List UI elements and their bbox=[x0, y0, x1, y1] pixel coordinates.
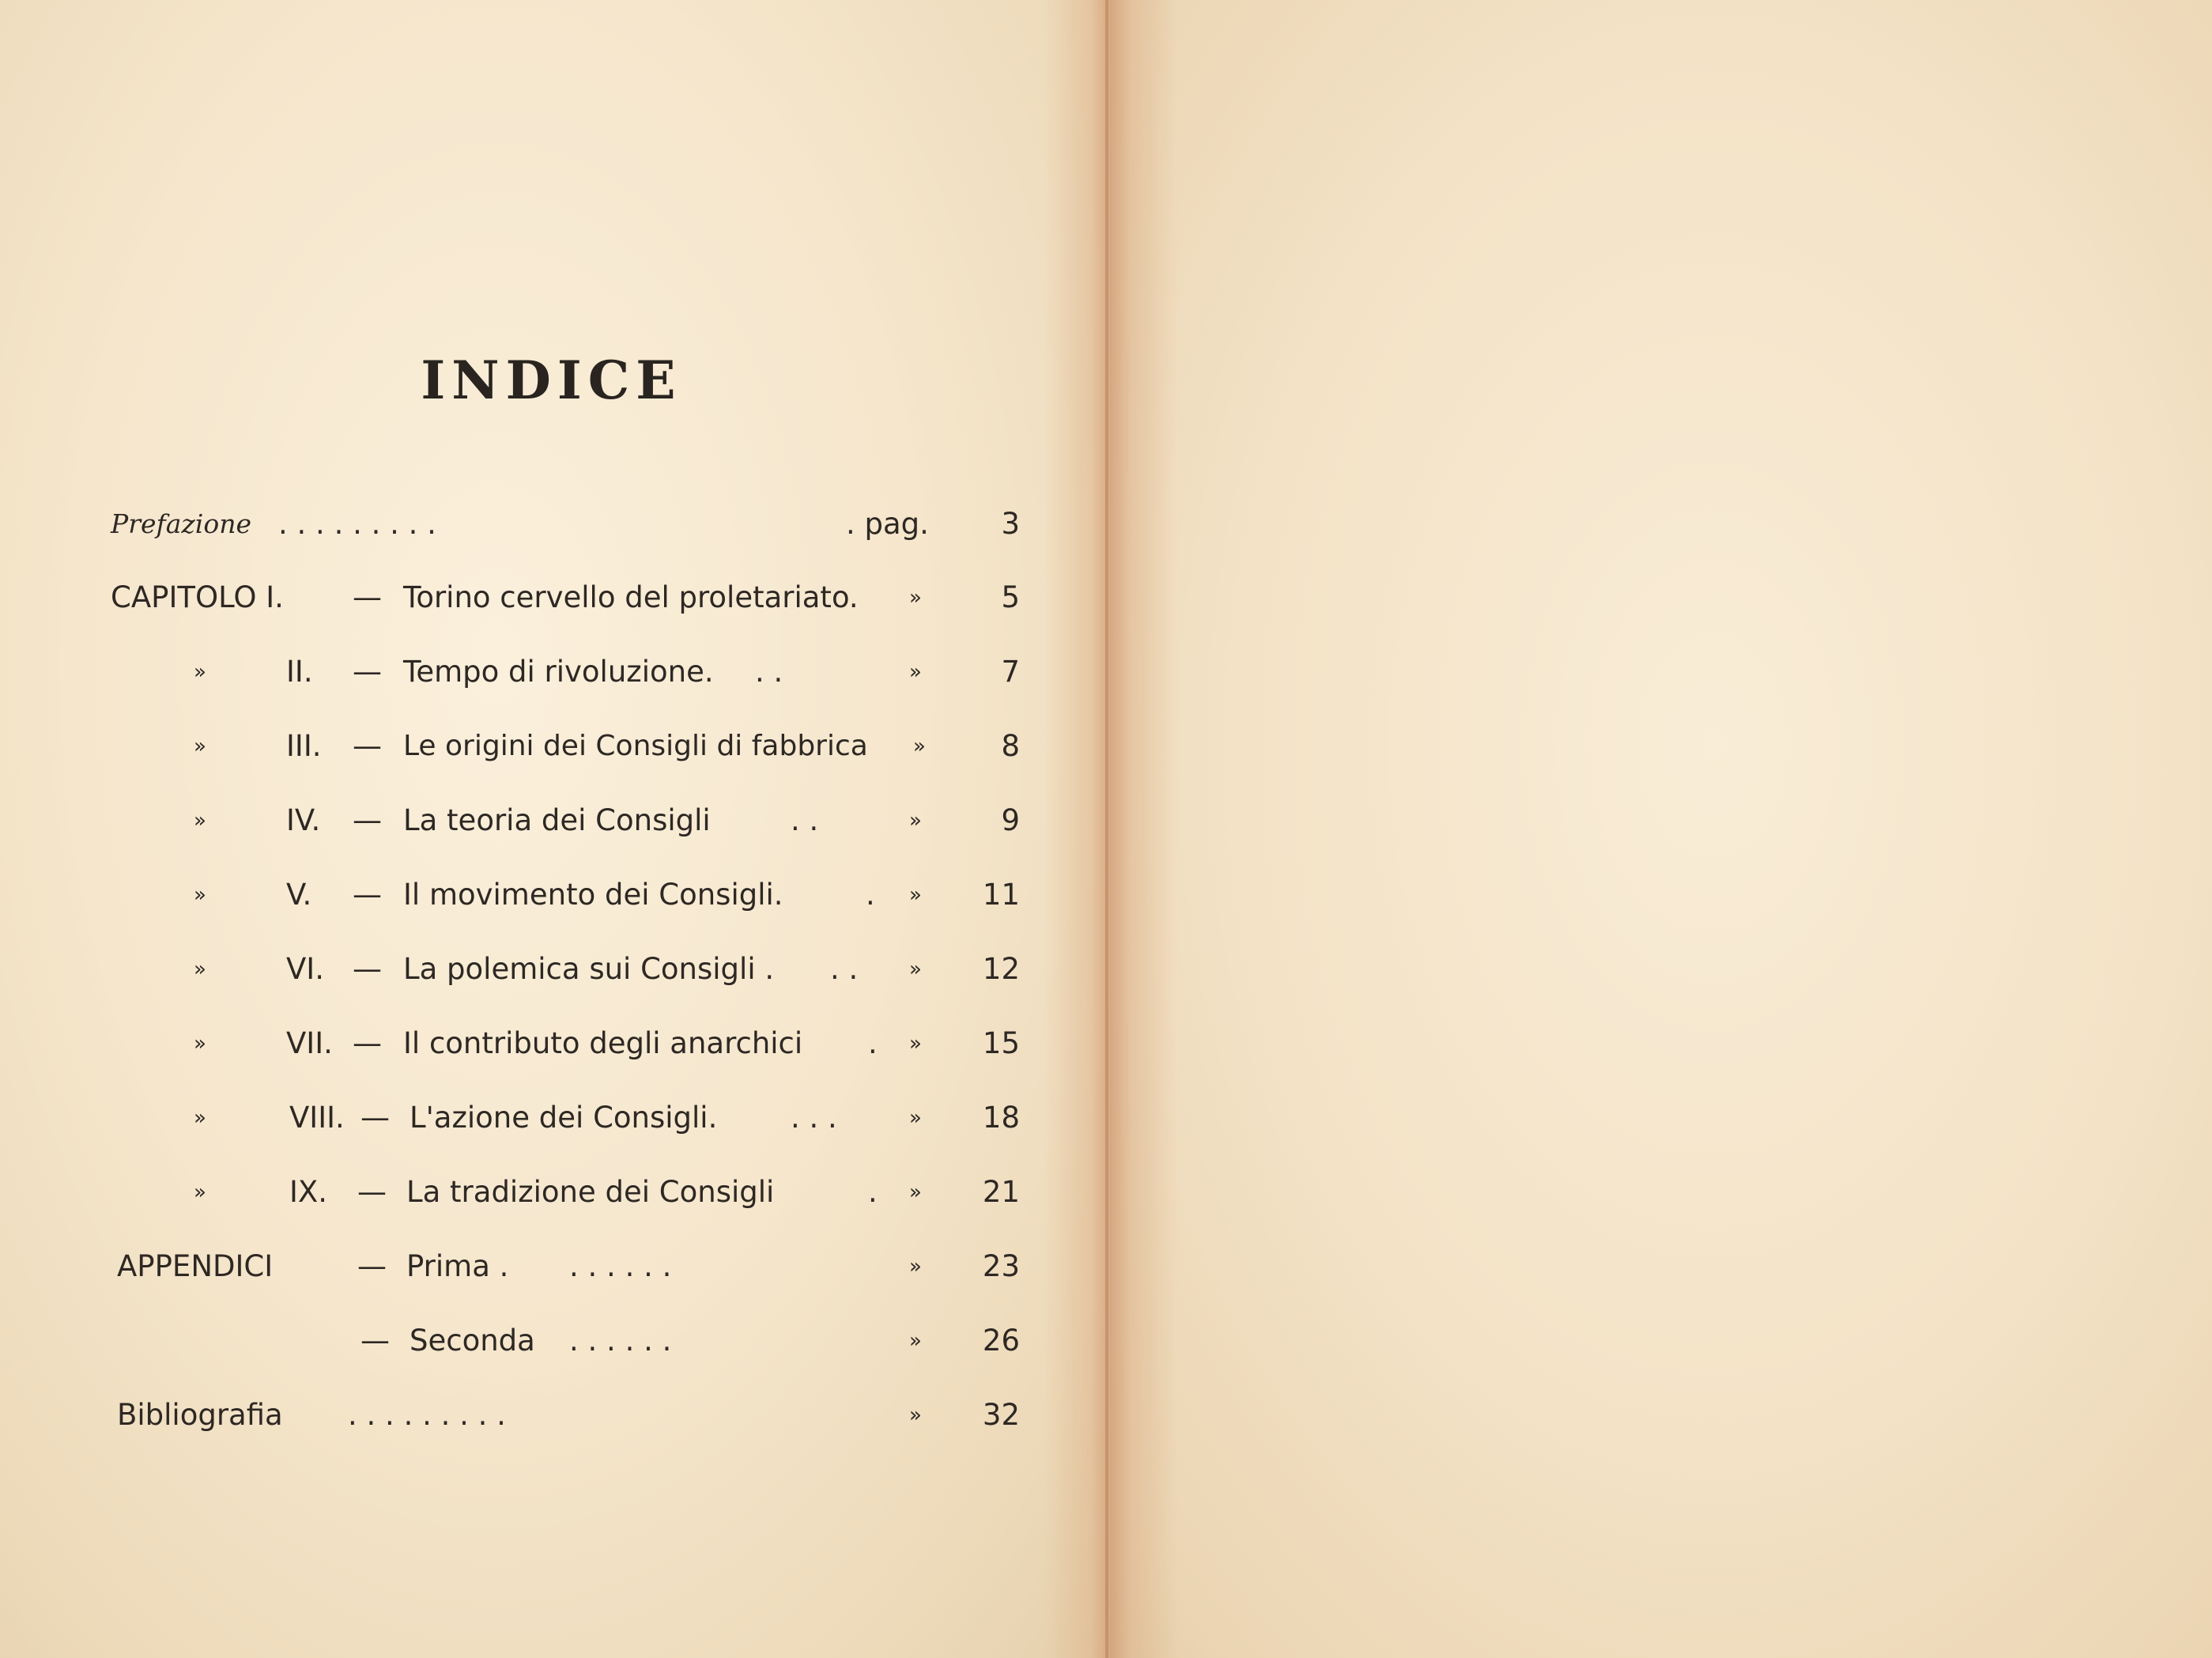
entry-dash: — bbox=[353, 1026, 382, 1060]
entry-page-number: 9 bbox=[1001, 803, 1020, 837]
book-spine bbox=[1105, 0, 1108, 1658]
entry-page-number: 5 bbox=[1001, 580, 1020, 614]
entry-lead: Prefazione bbox=[111, 508, 251, 539]
chapter-number: VI. bbox=[286, 952, 324, 986]
entry-marker: » bbox=[913, 735, 926, 758]
entry-marker: » bbox=[909, 883, 922, 907]
entry-title: Torino cervello del proletariato. bbox=[403, 580, 859, 614]
entry-marker: » bbox=[909, 957, 922, 981]
ditto-mark: » bbox=[194, 1106, 206, 1130]
toc-entry-chapter-2[interactable] bbox=[0, 644, 1103, 700]
entry-title: La tradizione dei Consigli bbox=[406, 1175, 775, 1209]
entry-title: Il movimento dei Consigli. bbox=[403, 878, 783, 912]
toc-entry-chapter-3[interactable] bbox=[0, 719, 1103, 774]
entry-dash: — bbox=[353, 878, 382, 912]
entry-page-number: 7 bbox=[1001, 655, 1020, 689]
chapter-number: III. bbox=[286, 729, 322, 763]
entry-dots: . bbox=[868, 1175, 878, 1209]
ditto-mark: » bbox=[194, 1180, 206, 1204]
toc-entry-chapter-9[interactable] bbox=[0, 1165, 1103, 1220]
ditto-mark: » bbox=[194, 809, 206, 833]
entry-page-number: 8 bbox=[1001, 729, 1020, 763]
toc-entry-appendix-2[interactable] bbox=[0, 1313, 1103, 1369]
entry-dots: . . . bbox=[791, 1101, 837, 1135]
entry-lead: CAPITOLO I. bbox=[111, 580, 284, 614]
entry-title: L'azione dei Consigli. bbox=[410, 1101, 718, 1135]
ditto-mark: » bbox=[194, 1032, 206, 1056]
entry-page-number: 15 bbox=[982, 1026, 1020, 1060]
ditto-mark: » bbox=[194, 957, 206, 981]
entry-dots: . . . . . . bbox=[569, 1324, 672, 1358]
entry-page-number: 11 bbox=[982, 878, 1020, 912]
entry-dots: . . bbox=[755, 655, 783, 689]
toc-entry-chapter-8[interactable] bbox=[0, 1090, 1103, 1146]
entry-page-number: 23 bbox=[982, 1249, 1020, 1283]
entry-marker: » bbox=[909, 1032, 922, 1056]
entry-marker: » bbox=[909, 1403, 922, 1427]
index-title: INDICE bbox=[421, 349, 682, 411]
toc-entry-prefazione[interactable] bbox=[0, 497, 1103, 552]
entry-title: Il contributo degli anarchici bbox=[403, 1026, 803, 1060]
entry-marker: . pag. bbox=[846, 507, 929, 541]
entry-dash: — bbox=[360, 1101, 390, 1135]
entry-dots: . . . . . . bbox=[569, 1249, 672, 1283]
entry-page-number: 3 bbox=[1001, 507, 1020, 541]
entry-marker: » bbox=[909, 1255, 922, 1278]
entry-page-number: 26 bbox=[982, 1324, 1020, 1358]
toc-entry-chapter-4[interactable] bbox=[0, 793, 1103, 848]
entry-title: Tempo di rivoluzione. bbox=[403, 655, 714, 689]
entry-title: Le origini dei Consigli di fabbrica bbox=[403, 730, 868, 762]
entry-title: Seconda bbox=[410, 1324, 535, 1358]
right-page bbox=[1103, 0, 2212, 1658]
entry-marker: » bbox=[909, 809, 922, 833]
chapter-number: IV. bbox=[286, 803, 321, 837]
ditto-mark: » bbox=[194, 660, 206, 684]
entry-page-number: 32 bbox=[982, 1398, 1020, 1432]
table-of-contents bbox=[0, 0, 1103, 1658]
chapter-number: V. bbox=[286, 878, 312, 912]
entry-dots: . bbox=[868, 1026, 878, 1060]
entry-dots: . . bbox=[791, 803, 819, 837]
toc-entry-chapter-6[interactable] bbox=[0, 942, 1103, 997]
entry-dash: — bbox=[357, 1175, 387, 1209]
entry-marker: » bbox=[909, 1106, 922, 1130]
entry-marker: » bbox=[909, 1180, 922, 1204]
entry-lead: Bibliografia bbox=[117, 1398, 283, 1432]
entry-dash: — bbox=[353, 803, 382, 837]
entry-dash: — bbox=[353, 655, 382, 689]
entry-dots: . . . . . . . . . bbox=[348, 1398, 506, 1432]
entry-dots: . . bbox=[830, 952, 859, 986]
entry-lead: APPENDICI bbox=[117, 1249, 274, 1283]
entry-dash: — bbox=[353, 729, 382, 763]
entry-marker: » bbox=[909, 1329, 922, 1353]
entry-dash: — bbox=[357, 1249, 387, 1283]
toc-entry-chapter-5[interactable] bbox=[0, 867, 1103, 923]
entry-dash: — bbox=[360, 1324, 390, 1358]
toc-entry-bibliografia[interactable] bbox=[0, 1388, 1103, 1443]
chapter-number: II. bbox=[286, 655, 313, 689]
entry-title: La teoria dei Consigli bbox=[403, 803, 711, 837]
entry-dots: . bbox=[866, 878, 875, 912]
entry-dash: — bbox=[353, 952, 382, 986]
toc-entry-chapter-7[interactable] bbox=[0, 1016, 1103, 1071]
entry-page-number: 18 bbox=[982, 1101, 1020, 1135]
ditto-mark: » bbox=[194, 735, 206, 758]
chapter-number: VIII. bbox=[289, 1101, 345, 1135]
entry-page-number: 12 bbox=[982, 952, 1020, 986]
entry-marker: » bbox=[909, 660, 922, 684]
chapter-number: VII. bbox=[286, 1026, 333, 1060]
toc-entry-chapter-1[interactable] bbox=[0, 570, 1103, 625]
ditto-mark: » bbox=[194, 883, 206, 907]
entry-page-number: 21 bbox=[982, 1175, 1020, 1209]
entry-title: La polemica sui Consigli . bbox=[403, 952, 775, 986]
chapter-number: IX. bbox=[289, 1175, 328, 1209]
toc-entry-appendix-1[interactable] bbox=[0, 1239, 1103, 1294]
entry-title: Prima . bbox=[406, 1249, 509, 1283]
entry-marker: » bbox=[909, 586, 922, 610]
entry-dash: — bbox=[353, 580, 382, 614]
entry-dots: . . . . . . . . . bbox=[278, 507, 436, 541]
